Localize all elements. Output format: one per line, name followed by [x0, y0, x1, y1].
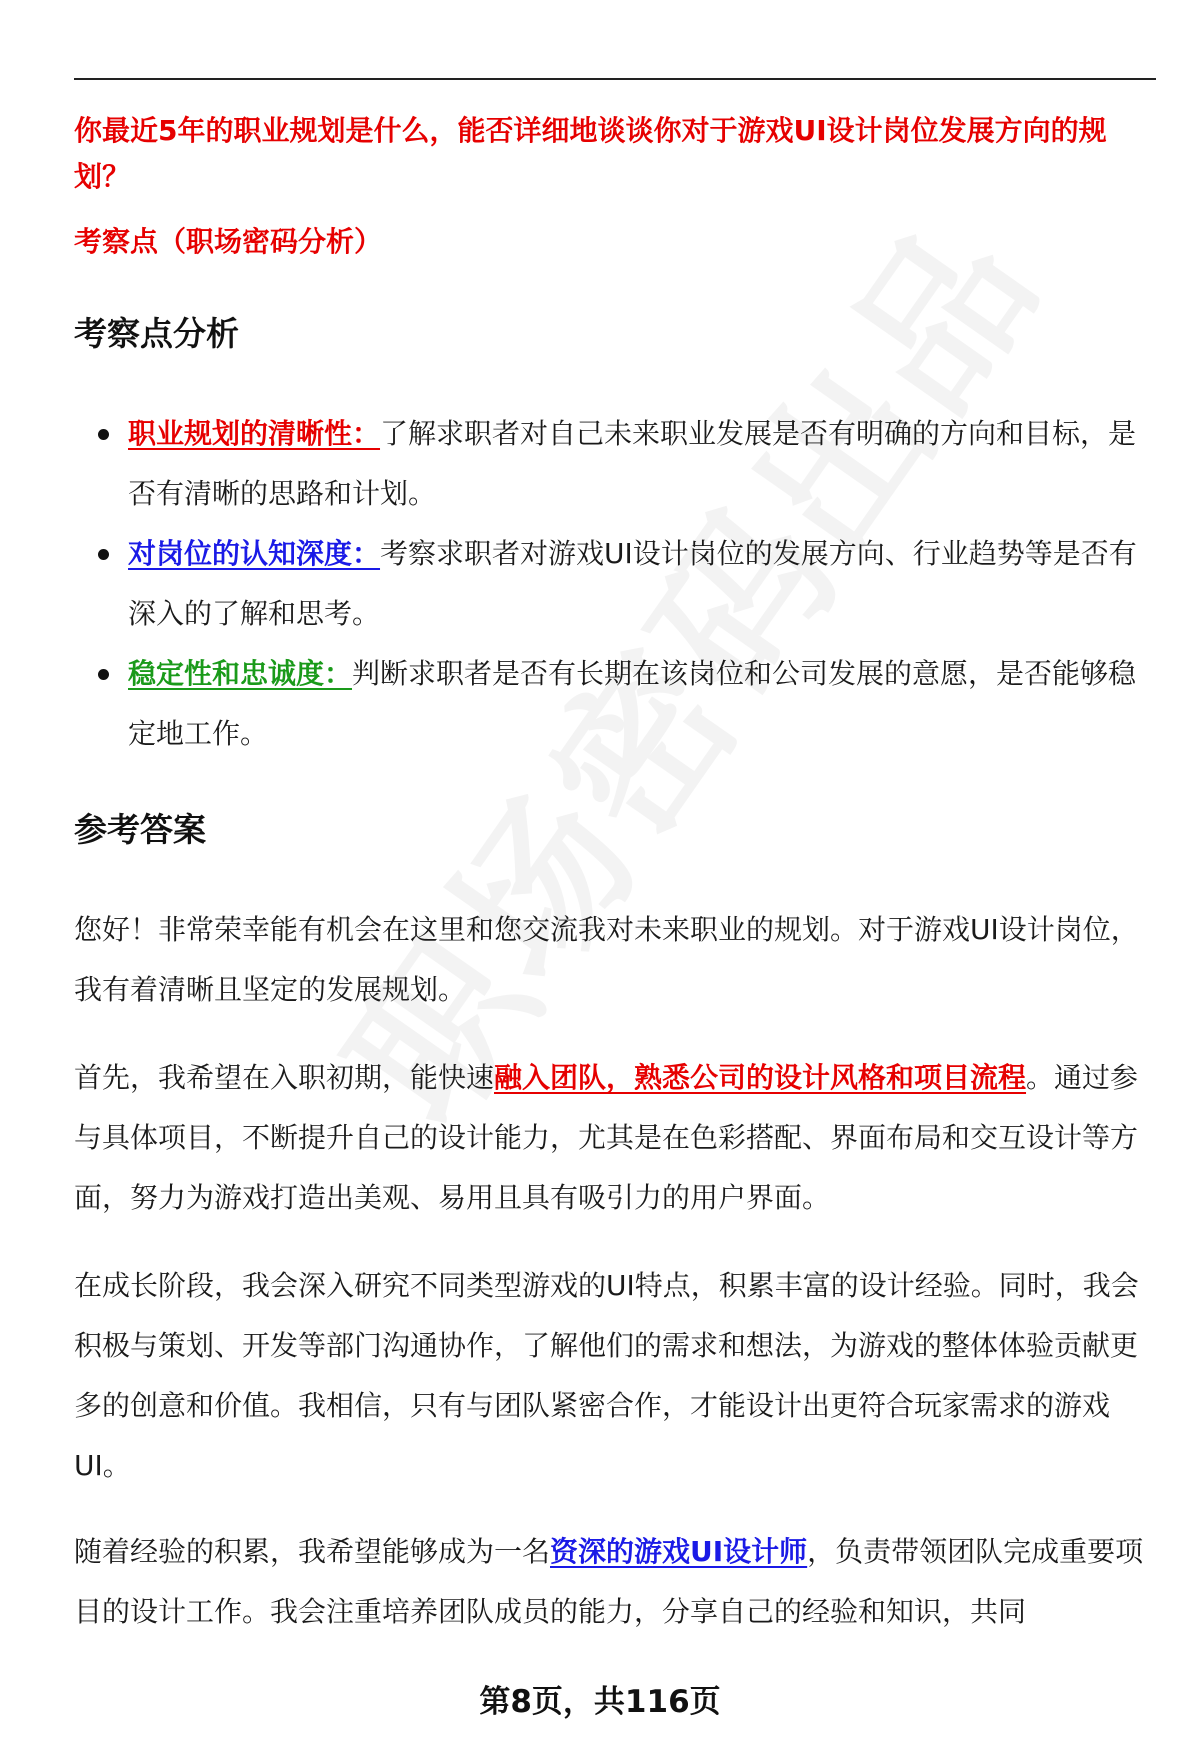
point-key: 稳定性和忠诚度： — [128, 657, 353, 690]
paragraph-text: ，负责带领团队完成重要项目的设计工作。我会注重培养团队成员的能力，分享自己的经验和知识，共同 — [74, 1535, 1144, 1628]
point-key: 对岗位的认知深度： — [128, 537, 381, 570]
bullet-icon — [98, 549, 109, 560]
point-text: 判断求职者是否有长期在该岗位和公司发展的意愿，是否能够稳定地工作。 — [128, 657, 1137, 750]
analysis-section-title: 考察点分析 — [74, 314, 239, 353]
answer-paragraph-2 — [74, 1048, 1156, 1228]
paragraph-text: 首先，我希望在入职初期，能快速 — [74, 1061, 495, 1094]
analysis-subheading: 考察点（职场密码分析） — [74, 225, 383, 258]
answer-paragraph-1: 您好！非常荣幸能有机会在这里和您交流我对未来职业的规划。对于游戏UI设计岗位，我有着清晰且坚定的发展规划。 — [74, 913, 1139, 1006]
answer-paragraph-3: 在成长阶段，我会深入研究不同类型游戏的UI特点，积累丰富的设计经验。同时，我会积极与策划、开发等部门沟通协作，了解他们的需求和想法，为游戏的整体体验贡献更多的创意和价值。我相信，只有与团队紧密合作，才能设计出更符合玩家需求的游戏UI。 — [74, 1269, 1139, 1482]
bullet-icon — [98, 429, 109, 440]
bullet-icon — [98, 669, 109, 680]
question-title: 你最近5年的职业规划是什么，能否详细地谈谈你对于游戏UI设计岗位发展方向的规划？ — [74, 114, 1107, 193]
paragraph-text: 。通过参与具体项目，不断提升自己的设计能力，尤其是在色彩搭配、界面布局和交互设计等方面，努力为游戏打造出美观、易用且具有吸引力的用户界面。 — [74, 1061, 1139, 1214]
point-key: 职业规划的清晰性： — [128, 417, 381, 450]
page-number: 第8页，共116页 — [479, 1684, 721, 1720]
analysis-points-list — [74, 404, 1156, 764]
point-item-clarity — [74, 404, 1156, 524]
highlight-text: 融入团队，熟悉公司的设计风格和项目流程 — [494, 1061, 1027, 1094]
point-item-understanding — [74, 524, 1156, 644]
point-item-stability — [74, 644, 1156, 764]
point-text: 考察求职者对游戏UI设计岗位的发展方向、行业趋势等是否有深入的了解和思考。 — [128, 537, 1137, 630]
highlight-text: 资深的游戏UI设计师 — [550, 1535, 808, 1568]
answer-section-title: 参考答案 — [74, 810, 206, 849]
paragraph-text: 随着经验的积累，我希望能够成为一名 — [74, 1535, 551, 1568]
top-divider — [74, 78, 1156, 80]
point-text: 了解求职者对自己未来职业发展是否有明确的方向和目标，是否有清晰的思路和计划。 — [128, 417, 1137, 510]
answer-paragraph-4 — [74, 1522, 1156, 1642]
